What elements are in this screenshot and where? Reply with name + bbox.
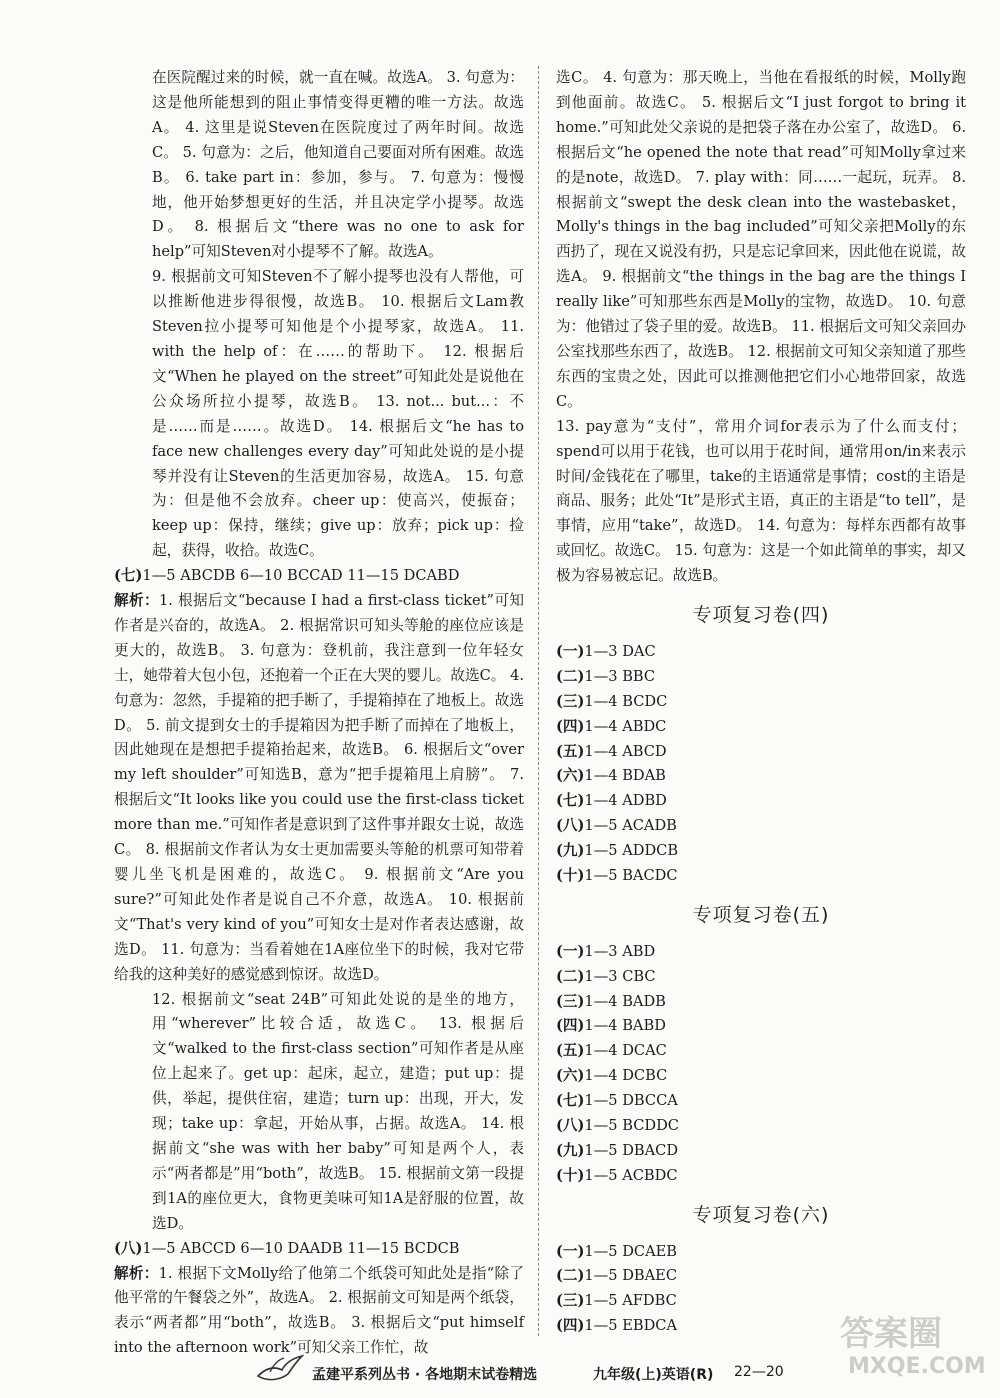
jiexi-label: 解析：: [114, 592, 160, 610]
answer-label: (一): [556, 642, 585, 660]
answer-item: [556, 690, 966, 715]
jiexi-text-3: 1. 根据后文“because I had a first-class ticket”可知作者是兴奋的，故选A。 2. 根据常识可知头等舱的座位应该是更大的，故选B。 3. 句意为：登机前，我注意到一位年轻女士，她带着大包小包，还抱着一个正在大哭的婴儿。故选C。 4. 句意为：忽然，手提箱的把手断了，手提箱掉在了地板上。故选D。 5. 前文提到女士的手提箱因为把手断了而掉在了地板上，因此她现在是想把手提箱抬起来，故选B。 6. 根据后文“over my left shoulder”可知选B，意为“把手提箱甩上肩膀”。 7. 根据后文“It looks like you could use the first-class ticket more than me.”可知作者是意识到了这件事并跟女士说，故选C。 8. 根据前文作者认为女士更加需要头等舱的机票可知带着婴儿坐飞机是困难的，故选C。 9. 根据前文“Are you sure?”可知此处作者是说自己不介意，故选A。 10. 根据前文“That's very kind of you”可知女士是对作者表达感谢，故选D。 11. 句意为：当看着她在1A座位坐下的时候，我对它带给我的这种美好的感觉感到惊讶。故选D。: [114, 592, 524, 983]
answer-label: (七): [556, 1092, 585, 1110]
answer-label: (一): [556, 1242, 585, 1260]
answer-label: (五): [556, 1042, 585, 1060]
answer-text: 1—5 DBAEC: [584, 1267, 677, 1285]
right-paragraph-2: 13. pay意为“支付”，常用介词for表示为了什么而支付；spend可以用于花钱，也可以用于花时间，通常用on/in来表示时间/金钱花在了哪里，take的主语通常是事情；cost的主语是商品、服务；此处“It”是形式主语，真正的主语是“to tell”，是事情，应用“take”，故选D。 14. 句意为：每样东西都有故事或回忆。故选C。 15. 句意为：这是一个如此简单的事实，却又极为容易被忘记。故选B。: [556, 417, 966, 585]
answer-label: (八): [556, 1116, 585, 1134]
column-divider: [538, 66, 539, 1336]
section-8-answer-text: 1—5 ABCCD 6—10 DAADB 11—15 BCDCB: [142, 1239, 460, 1257]
jiexi-text-5: 1. 根据下文Molly给了他第二个纸袋可知此处是指“除了他平常的午餐袋之外”，故选A。 2. 根据前文可知是两个纸袋，表示“两者都”用“both”，故选B。 3. 根据后文“put himself into the afternoon work”可知父亲工作忙，故: [114, 1264, 524, 1357]
answer-item: [556, 1089, 966, 1114]
answer-item: [556, 1240, 966, 1265]
answer-label: (二): [556, 967, 585, 985]
section-7-answers: [114, 564, 524, 589]
answer-item: [556, 789, 966, 814]
answer-item: [556, 839, 966, 864]
answer-item: [556, 965, 966, 990]
watermark-cn-text: 答案圈: [840, 1314, 942, 1354]
answer-text: 1—5 DBCCA: [584, 1092, 678, 1110]
answer-item: [556, 764, 966, 789]
answer-text: 1—5 ACBDC: [584, 1166, 678, 1184]
answer-item: [556, 1114, 966, 1139]
answer-label: (三): [556, 1292, 585, 1310]
answer-label: (一): [556, 942, 585, 960]
answer-label: (九): [556, 842, 585, 860]
review-4-title: 专项复习卷(四): [692, 604, 830, 627]
bird-logo-icon: [256, 1354, 304, 1384]
answer-label: (八): [556, 817, 585, 835]
answer-text: 1—4 DCBC: [584, 1067, 668, 1085]
answer-text: 1—3 DAC: [584, 642, 656, 660]
answer-text: 1—5 AFDBC: [584, 1292, 677, 1310]
answer-label: (二): [556, 1267, 585, 1285]
answer-text: 1—5 DCAEB: [584, 1242, 677, 1260]
section-7-answer-text: 1—5 ABCDB 6—10 BCCAD 11—15 DCABD: [142, 567, 460, 585]
answer-text: 1—5 ADDCB: [584, 842, 679, 860]
answer-label: (九): [556, 1141, 585, 1159]
answer-text: 1—4 ADBD: [584, 792, 667, 810]
answer-text: 1—4 BCDC: [584, 692, 668, 710]
answer-item: [556, 1014, 966, 1039]
answer-text: 1—5 DBACD: [584, 1141, 679, 1159]
section-7-label: (七): [114, 567, 143, 585]
answer-item: [556, 864, 966, 889]
series-title: 孟建平系列丛书 · 各地期末试卷精选: [312, 1367, 538, 1383]
answer-text: 1—5 ACADB: [584, 817, 677, 835]
answer-item: [556, 640, 966, 665]
answer-text: 1—5 BACDC: [584, 866, 678, 884]
answer-item: [556, 1039, 966, 1064]
left-column: [114, 66, 524, 1361]
answer-label: (四): [556, 1017, 585, 1035]
answer-item: [556, 740, 966, 765]
jiexi-label-2: 解析：: [114, 1264, 159, 1282]
review-5-title: 专项复习卷(五): [692, 903, 830, 926]
right-paragraph-1: 选C。 4. 句意为：那天晚上，当他在看报纸的时候，Molly跑到他面前。故选C。 5. 根据后文“I just forgot to bring it home.”可知此处父亲说的是把袋子落在办公室了，故选D。 6. 根据后文“he opened the note that read”可知Molly拿过来的是note，故选D。 7. play with：同……一起玩，玩弄。 8. 根据前文“swept the desk clean into the wastebasket，Molly's things in the bag included”可知父亲把Molly的东西扔了，现在又说没有扔，只是忘记拿回来，因此他在说谎，故选A。 9. 根据前文“the things in the bag are the things I really like”可知那些东西是Molly的宝物，故选D。 10. 句意为：他错过了袋子里的爱。故选B。 11. 根据后文可知父亲回办公室找那些东西了，故选B。 12. 根据前文可知父亲知道了那些东西的宝贵之处，因此可以推测他把它们小心地带回家，故选C。: [556, 69, 966, 410]
page-number: 22—20: [734, 1364, 784, 1380]
answer-label: (四): [556, 1317, 585, 1335]
right-column: [556, 66, 966, 1339]
answer-label: (十): [556, 1166, 585, 1184]
answer-label: (五): [556, 742, 585, 760]
answer-item: [556, 940, 966, 965]
answer-text: 1—5 EBDCA: [584, 1317, 677, 1335]
answer-text: 1—3 BBC: [584, 667, 656, 685]
answer-label: (七): [556, 792, 585, 810]
section-8-answers: [114, 1237, 524, 1262]
answer-text: 1—3 ABD: [584, 942, 656, 960]
watermark-logo: [830, 1306, 986, 1390]
watermark-url-text: MXQE.COM: [848, 1354, 986, 1379]
answer-item: [556, 1164, 966, 1189]
left-paragraph-2: 9. 根据前文可知Steven不了解小提琴也没有人帮他，可以推断他进步得很慢，故选B。 10. 根据后文Lam教Steven拉小提琴可知他是个小提琴家，故选A。 11. with the help of：在……的帮助下。 12. 根据后文“When he played on the street”可知此处是说他在公众场所拉小提琴，故选B。 13. not... but...：不是……而是……。故选D。 14. 根据后文“he has to face new challenges every day”可知此处说的是小提琴并没有让Steven的生活更加容易，故选A。 15. 句意为：但是他不会放弃。cheer up：使高兴，使振奋；keep up：保持，继续；give up：放弃；pick up：捡起，获得，收拾。故选C。: [152, 268, 524, 560]
answer-label: (六): [556, 1067, 585, 1085]
left-paragraph-3: [114, 589, 524, 988]
answer-item: [556, 990, 966, 1015]
answer-text: 1—5 BCDDC: [584, 1116, 679, 1134]
answer-text: 1—4 BABD: [584, 1017, 666, 1035]
left-paragraph-4: 12. 根据前文“seat 24B”可知此处说的是坐的地方，用“wherever”比较合适，故选C。 13. 根据后文“walked to the first-class section”可知作者是从座位上起来了。get up：起床，起立，建造；put up：提供，举起，提供住宿，建造；turn up：出现，开大，发现；take up：拿起，开始从事，占据。故选A。 14. 根据前文“she was with her baby”可知是两个人，表示“两者都是”用“both”，故选B。 15. 根据前文第一段提到1A的座位更大，食物更美味可知1A是舒服的位置，故选D。: [152, 990, 524, 1232]
review-6-title: 专项复习卷(六): [692, 1203, 830, 1226]
answer-item: [556, 1139, 966, 1164]
section-8-label: (八): [114, 1239, 143, 1257]
answer-label: (三): [556, 692, 585, 710]
left-paragraph-1: 在医院醒过来的时候，就一直在喊。故选A。 3. 句意为：这是他所能想到的阻止事情变得更糟的唯一方法。故选A。 4. 这里是说Steven在医院度过了两年时间。故选C。 5. 句意为：之后，他知道自己要面对所有困难。故选B。 6. take part in：参加，参与。 7. 句意为：慢慢地，他开始梦想更好的生活，并且决定学小提琴。故选D。 8. 根据后文“there was no one to ask for help”可知Steven对小提琴不了解。故选A。: [152, 69, 524, 261]
answer-label: (三): [556, 992, 585, 1010]
answer-label: (六): [556, 767, 585, 785]
answer-text: 1—4 DCAC: [584, 1042, 667, 1060]
answer-text: 1—4 ABCD: [584, 742, 667, 760]
answer-text: 1—4 BADB: [584, 992, 666, 1010]
grade-subject: 九年级(上)英语(R): [593, 1367, 714, 1383]
answer-item: [556, 665, 966, 690]
review-4-answer-list: [556, 640, 966, 889]
answer-text: 1—3 CBC: [584, 967, 656, 985]
answer-label: (二): [556, 667, 585, 685]
answer-item: [556, 715, 966, 740]
answer-item: [556, 814, 966, 839]
answer-label: (十): [556, 866, 585, 884]
review-5-answer-list: [556, 940, 966, 1189]
answer-text: 1—4 ABDC: [584, 717, 667, 735]
answer-text: 1—4 BDAB: [584, 767, 666, 785]
answer-item: [556, 1264, 966, 1289]
answer-item: [556, 1064, 966, 1089]
answer-label: (四): [556, 717, 585, 735]
left-paragraph-5: [114, 1262, 524, 1362]
